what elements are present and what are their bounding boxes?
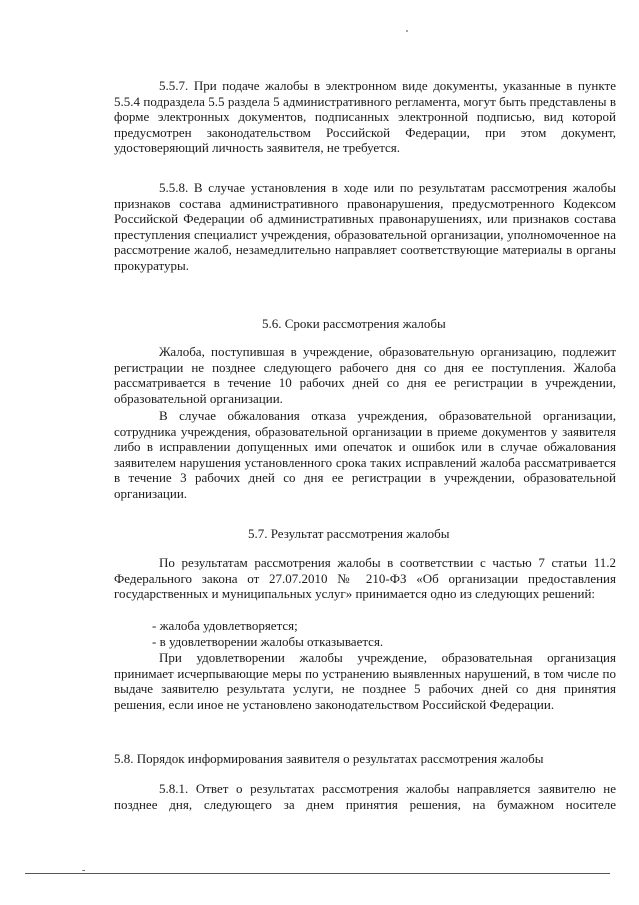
bullet-satisfied: - жалоба удовлетворяется; bbox=[152, 618, 298, 633]
scan-speck bbox=[406, 30, 408, 32]
heading-5-8: 5.8. Порядок информирования заявителя о результатах рассмотрения жалобы bbox=[114, 751, 544, 766]
paragraph-5-6-registration: Жалоба, поступившая в учреждение, образовательную организацию, подлежит регистрации не позднее следующего рабочего дня со дня ее поступления. Жалоба рассматривается в течение 10 рабочих дней со дня ее регистрации в учреждении, образовательной организации. bbox=[114, 344, 616, 406]
paragraph-5-8-1: 5.8.1. Ответ о результатах рассмотрения жалобы направляется заявителю не позднее дня, следующего за днем принятия решения, на бумажном носителе bbox=[114, 781, 616, 812]
bullet-refused: - в удовлетворении жалобы отказывается. bbox=[152, 634, 384, 649]
heading-5-7: 5.7. Результат рассмотрения жалобы bbox=[248, 526, 450, 541]
paragraph-5-6-appeal: В случае обжалования отказа учреждения, образовательной организации, сотрудника учреждения, образовательной организации в приеме документов у заявителя либо в исправлении допущенных ими опечаток и ошибок или в случае обжалования заявителем нарушения установленного срока таких исправлений жалоба рассматривается в течение 3 рабочих дней со дня ее регистрации в учреждении, образовательной организации. bbox=[114, 408, 616, 501]
footer-rule bbox=[25, 873, 610, 874]
paragraph-5-7-decisions: По результатам рассмотрения жалобы в соответствии с частью 7 статьи 11.2 Федерального закона от 27.07.2010 № 210-ФЗ «Об организации предоставления государственных и муниципальных услуг» принимается одно из следующих решений: bbox=[114, 555, 616, 602]
paragraph-5-5-7: 5.5.7. При подаче жалобы в электронном виде документы, указанные в пункте 5.5.4 подраздела 5.5 раздела 5 административного регламента, могут быть представлены в форме электронных документов, подписанных электронной подписью, вид которой предусмотрен законодательством Российской Федерации, при этом документ, удостоверяющий личность заявителя, не требуется. bbox=[114, 78, 616, 156]
paragraph-5-7-measures: При удовлетворении жалобы учреждение, образовательная организация принимает исчерпывающие меры по устранению выявленных нарушений, в том числе по выдаче заявителю результата услуги, не позднее 5 рабочих дней со дня принятия решения, если иное не установлено законодательством Российской Федерации. bbox=[114, 650, 616, 712]
footer-mark: - bbox=[82, 865, 86, 876]
heading-5-6: 5.6. Сроки рассмотрения жалобы bbox=[262, 316, 446, 331]
paragraph-5-5-8: 5.5.8. В случае установления в ходе или по результатам рассмотрения жалобы признаков состава административного правонарушения, предусмотренного Кодексом Российской Федерации об административных правонарушениях, или признаков состава преступления специалист учреждения, образовательной организации, уполномоченное на рассмотрение жалоб, незамедлительно направляет соответствующие материалы в органы прокуратуры. bbox=[114, 180, 616, 273]
